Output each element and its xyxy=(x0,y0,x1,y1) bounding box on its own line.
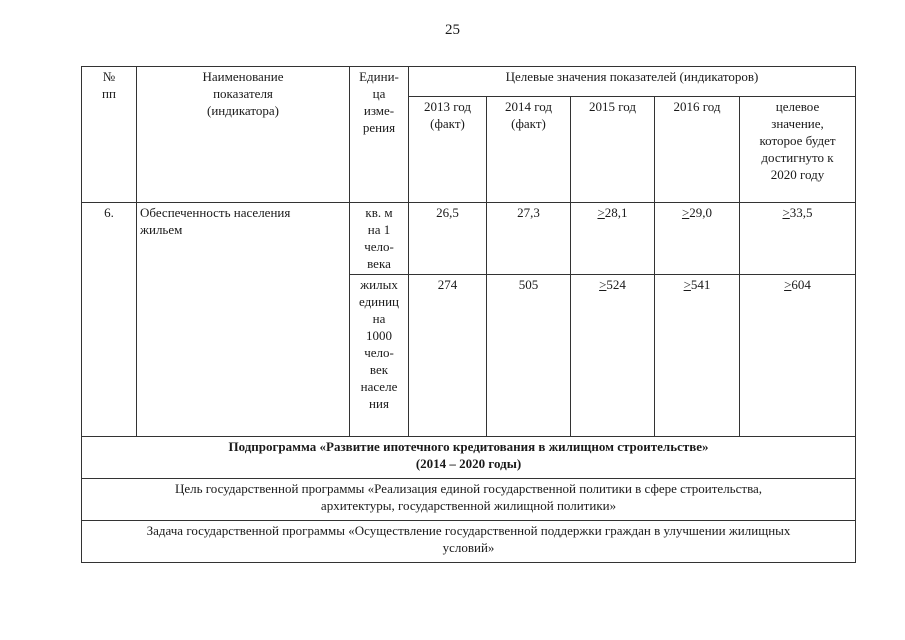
unit-dwellings-per-1000: жилых единиц на 1000 чело- век населе ния xyxy=(350,275,409,437)
header-year-2014: 2014 год (факт) xyxy=(487,97,571,203)
header-year-2013: 2013 год (факт) xyxy=(409,97,487,203)
indicator-table xyxy=(81,66,856,563)
header-year-2016: 2016 год xyxy=(655,97,740,203)
value-2015: >524 xyxy=(571,275,655,437)
subprogram-heading: Подпрограмма «Развитие ипотечного кредитования в жилищном строительстве» (2014 – 2020 годы) xyxy=(82,437,856,479)
value-2020: >33,5 xyxy=(740,203,856,275)
value-2013: 274 xyxy=(409,275,487,437)
value-2015: >28,1 xyxy=(571,203,655,275)
header-year-2015: 2015 год xyxy=(571,97,655,203)
header-target-2020: целевое значение, которое будет достигнуто к 2020 году xyxy=(740,97,856,203)
header-target-values: Целевые значения показателей (индикаторов) xyxy=(409,67,856,97)
program-task: Задача государственной программы «Осуществление государственной поддержки граждан в улучшении жилищных условий» xyxy=(82,521,856,563)
value-2014: 505 xyxy=(487,275,571,437)
header-number: № пп xyxy=(82,67,137,203)
header-unit: Едини- ца изме- рения xyxy=(350,67,409,203)
value-2014: 27,3 xyxy=(487,203,571,275)
indicator-number: 6. xyxy=(82,203,137,437)
page-number: 25 xyxy=(445,22,460,38)
value-2016: >541 xyxy=(655,275,740,437)
value-2020: >604 xyxy=(740,275,856,437)
value-2016: >29,0 xyxy=(655,203,740,275)
unit-sqm-per-person: кв. м на 1 чело- века xyxy=(350,203,409,275)
indicator-name: Обеспеченность населения жильем xyxy=(137,203,350,437)
header-indicator-name: Наименование показателя (индикатора) xyxy=(137,67,350,203)
program-goal: Цель государственной программы «Реализация единой государственной политики в сфере строительства, архитектуры, государственной жилищной политики» xyxy=(82,479,856,521)
value-2013: 26,5 xyxy=(409,203,487,275)
